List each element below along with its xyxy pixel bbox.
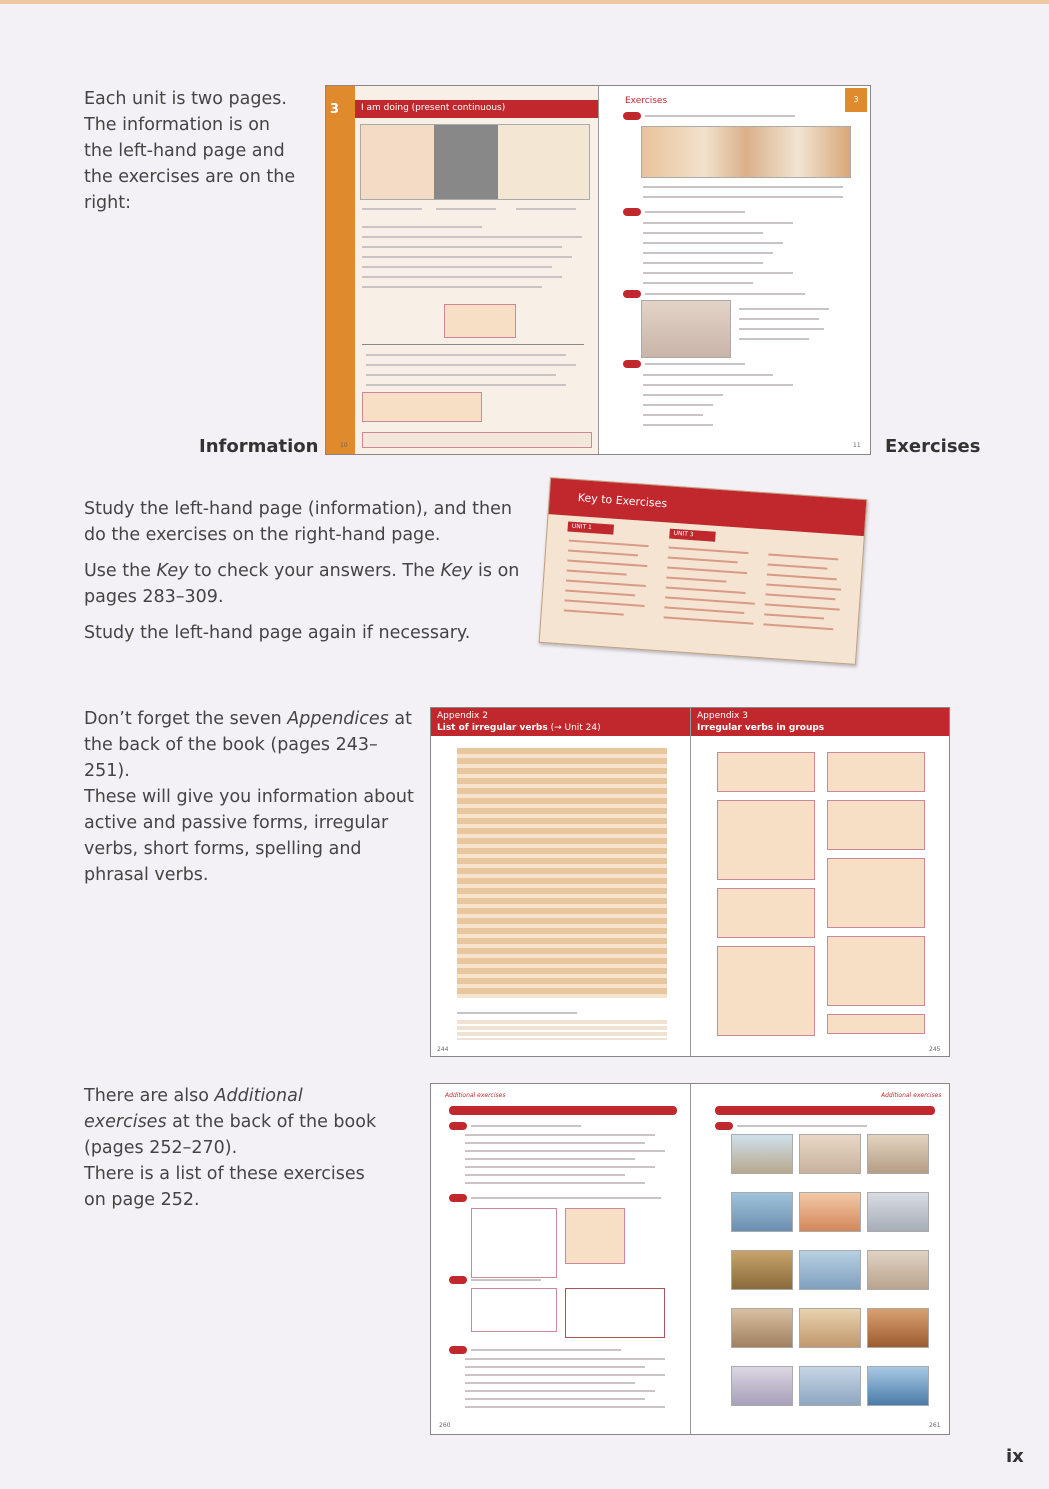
key-to-exercises-card <box>539 477 868 665</box>
study-line: Study the left-hand page (information), and then <box>84 499 512 519</box>
left-running-head: Additional exercises <box>445 1092 506 1099</box>
illustration <box>641 126 851 178</box>
unit-title-band <box>355 100 598 118</box>
verb-group-box <box>827 936 925 1006</box>
key-title: Key to Exercises <box>549 478 867 536</box>
verb-group-box <box>827 752 925 792</box>
reference-box <box>362 432 592 448</box>
top-edge-strip <box>0 0 1049 4</box>
study-line: pages 283–309. <box>84 587 224 607</box>
page-gutter <box>690 708 691 1056</box>
appendix-2-title: Appendix 2 <box>437 711 488 721</box>
unit-spread-thumbnail <box>325 85 871 455</box>
dialogue-box <box>471 1288 557 1332</box>
additional-line: There is a list of these exercises <box>84 1164 365 1184</box>
unit-number: 3 <box>330 102 340 117</box>
information-label: Information <box>199 436 319 457</box>
information-page <box>326 86 598 454</box>
page-number-left: 244 <box>437 1046 449 1053</box>
intro-line: The information is on <box>84 115 271 135</box>
exercise-band <box>449 1106 677 1115</box>
appendices-line: active and passive forms, irregular <box>84 813 389 833</box>
intro-text <box>84 86 304 216</box>
exercise-unit-tab: 3 <box>845 88 867 112</box>
appendices-line: phrasal verbs. <box>84 865 209 885</box>
verb-group-box <box>827 1014 925 1034</box>
page-gutter <box>690 1084 691 1434</box>
verb-group-box <box>717 752 815 792</box>
additional-line: exercises at the back of the book <box>84 1112 377 1132</box>
intro-line: right: <box>84 193 132 213</box>
appendices-line: the back of the book (pages 243–251). <box>84 735 378 781</box>
verb-note-table <box>457 1020 667 1040</box>
appendices-text <box>84 706 414 888</box>
verb-group-box <box>827 800 925 850</box>
appendix-3-subtitle: Irregular verbs in groups <box>697 723 825 733</box>
intro-line: the exercises are on the <box>84 167 296 187</box>
key-unit-label: UNIT 3 <box>669 529 716 542</box>
unit-side-tab <box>326 86 355 454</box>
illustration <box>360 124 590 200</box>
intro-line: the left-hand page and <box>84 141 285 161</box>
verb-group-box <box>717 946 815 1036</box>
page-number-right: 245 <box>929 1046 941 1053</box>
dialogue-box <box>471 1208 557 1278</box>
exercises-label: Exercises <box>885 436 981 457</box>
appendix-2-ref: (→ Unit 24) <box>550 723 601 733</box>
study-line: Use the Key to check your answers. The Key is on <box>84 561 520 581</box>
appendix-2-subtitle: List of irregular verbs <box>437 723 548 733</box>
additional-line: There are also Additional <box>84 1086 303 1106</box>
unit-subtitle: (present continuous) <box>411 103 506 113</box>
unit-title: I am doing <box>361 103 409 113</box>
key-unit-label: UNIT 1 <box>567 521 614 534</box>
study-line: do the exercises on the right-hand page. <box>84 525 441 545</box>
right-running-head: Additional exercises <box>881 1092 942 1099</box>
page-number-left: 10 <box>340 442 348 449</box>
illustration <box>641 300 731 358</box>
appendix-spread-thumbnail <box>430 707 950 1057</box>
exercises-page <box>599 86 871 454</box>
page-number-left: 260 <box>439 1422 451 1429</box>
additional-line: (pages 252–270). <box>84 1138 238 1158</box>
verb-group-box <box>827 858 925 928</box>
note-box <box>362 392 482 422</box>
appendix-2-header <box>431 708 690 736</box>
appendices-line: Don’t forget the seven Appendices at <box>84 709 412 729</box>
page-number-right: 261 <box>929 1422 941 1429</box>
additional-line: on page 252. <box>84 1190 200 1210</box>
appendices-line: verbs, short forms, spelling and <box>84 839 362 859</box>
appendix-3-header <box>691 708 950 736</box>
verb-group-box <box>717 800 815 880</box>
exercise-band <box>715 1106 935 1115</box>
study-line: Study the left-hand page again if necessary. <box>84 623 471 643</box>
appendix-3-title: Appendix 3 <box>697 711 748 721</box>
additional-text <box>84 1083 414 1213</box>
appendices-line: These will give you information about <box>84 787 414 807</box>
section-b-tab <box>326 291 355 303</box>
additional-exercises-thumbnail <box>430 1083 950 1435</box>
page-number-right: 11 <box>853 442 861 449</box>
exercises-heading: Exercises <box>625 96 668 106</box>
answer-box <box>565 1208 625 1264</box>
dialogue-box <box>565 1288 665 1338</box>
verb-group-box <box>717 888 815 938</box>
study-text <box>84 496 524 646</box>
example-box <box>444 304 516 338</box>
irregular-verbs-table <box>457 748 667 998</box>
intro-line: Each unit is two pages. <box>84 89 287 109</box>
page-number: ix <box>1006 1446 1024 1467</box>
